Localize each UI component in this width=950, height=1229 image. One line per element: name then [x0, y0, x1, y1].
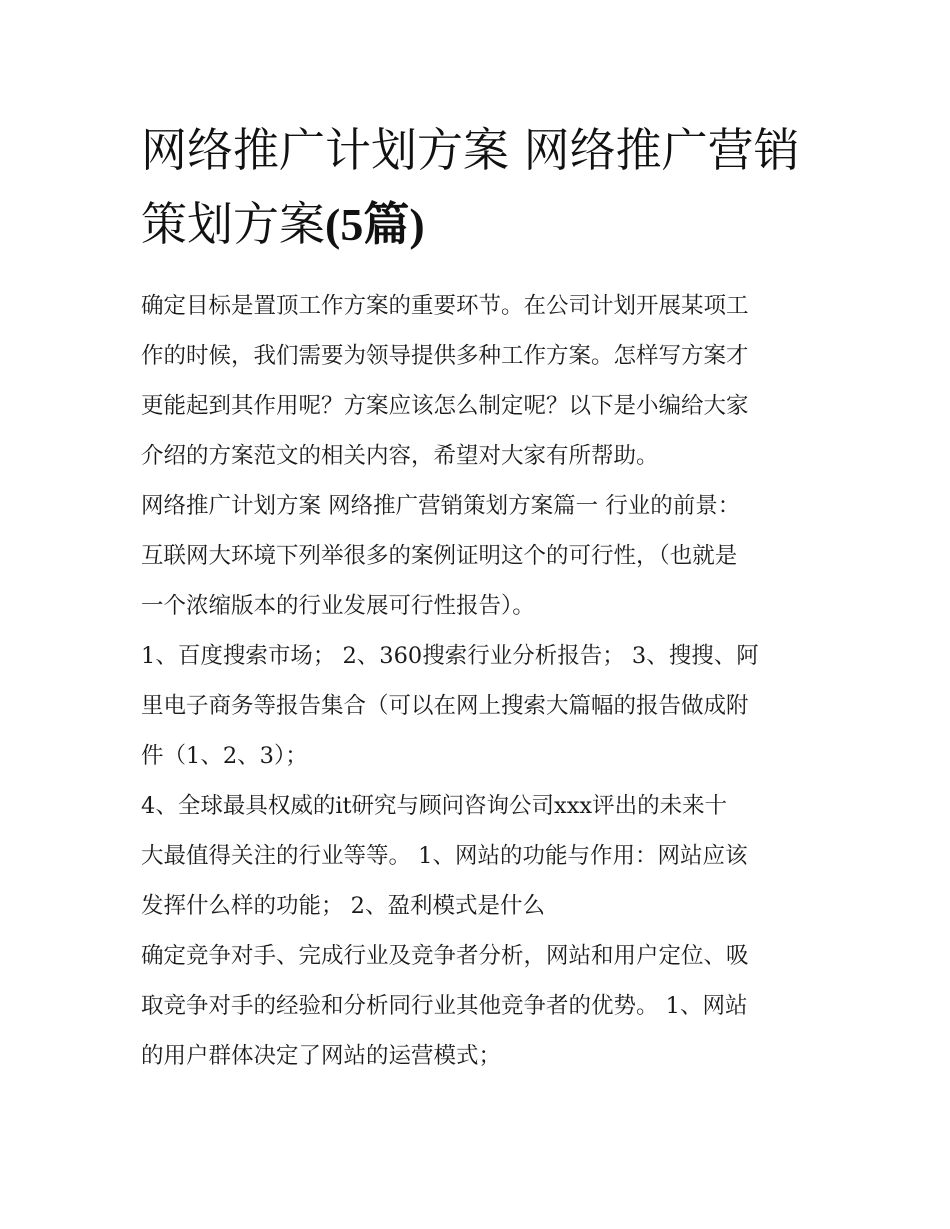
text-line: 介绍的方案范文的相关内容，希望对大家有所帮助。: [141, 443, 659, 469]
text-line: 件（1、2、3）；: [141, 743, 308, 769]
paragraph-intro: [141, 281, 821, 481]
text-line: 大最值得关注的行业等等。 1、网站的功能与作用：网站应该: [141, 843, 748, 869]
title-count-text: (5篇): [325, 199, 425, 250]
document-title: [141, 113, 841, 262]
document-body: [141, 281, 821, 1081]
paragraph-website-function: [141, 781, 821, 931]
text-line: 作的时候，我们需要为领导提供多种工作方案。怎样写方案才: [141, 343, 749, 369]
text-line: 网络推广计划方案 网络推广营销策划方案篇一 行业的前景：: [141, 493, 741, 519]
paragraph-industry-outlook: [141, 481, 821, 631]
title-main-text: 网络推广计划方案 网络推广营销策划方案: [141, 123, 800, 251]
paragraph-competitors: [141, 931, 821, 1081]
text-line: 里电子商务等报告集合（可以在网上搜索大篇幅的报告做成附: [141, 693, 749, 719]
paragraph-reports-list: [141, 631, 821, 781]
text-line: 更能起到其作用呢？方案应该怎么制定呢？以下是小编给大家: [141, 393, 749, 419]
text-line: 取竞争对手的经验和分析同行业其他竞争者的优势。 1、网站: [141, 993, 748, 1019]
text-line: 的用户群体决定了网站的运营模式；: [141, 1043, 502, 1069]
text-line: 互联网大环境下列举很多的案例证明这个的可行性，（也就是: [141, 543, 738, 569]
text-line: 确定竞争对手、完成行业及竞争者分析，网站和用户定位、吸: [141, 943, 749, 969]
text-line: 1、百度搜索市场； 2、360搜索行业分析报告； 3、搜搜、阿: [141, 643, 759, 669]
text-line: 一个浓缩版本的行业发展可行性报告）。: [141, 593, 535, 619]
text-line: 发挥什么样的功能； 2、盈利模式是什么: [141, 893, 545, 919]
text-line: 确定目标是置顶工作方案的重要环节。在公司计划开展某项工: [141, 293, 749, 319]
text-line: 4、全球最具权威的it研究与顾问咨询公司xxx评出的未来十: [141, 793, 728, 819]
